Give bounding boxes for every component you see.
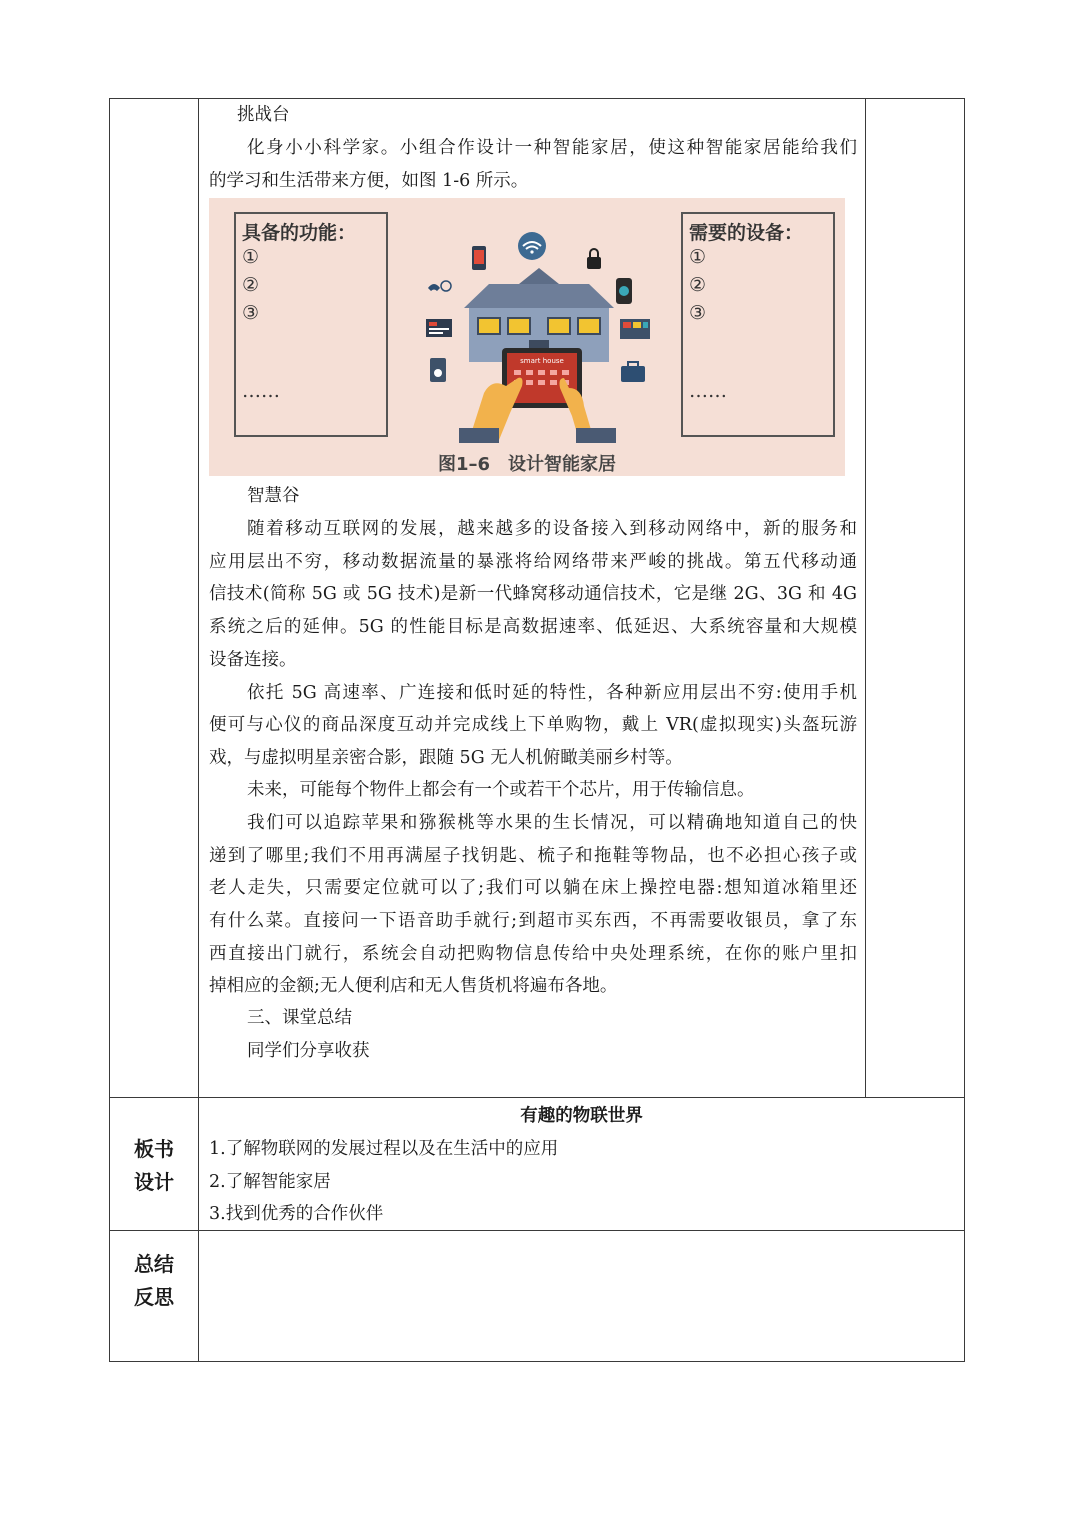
wisdom-line: 应用层出不穷，移动数据流量的暴涨将给网络带来严峻的挑战。第五代移动通: [209, 552, 857, 572]
smart-home-figure: [209, 198, 845, 476]
board-item: 3.找到优秀的合作伙伴: [209, 1204, 384, 1224]
screen-icon: [426, 319, 452, 337]
wisdom-line: 信技术(简称 5G 或 5G 技术)是新一代蜂窝移动通信技术，它是继 2G、3G 和 4G: [209, 584, 857, 604]
call-icon: [428, 281, 451, 291]
reflection-label-line: 总结: [134, 1252, 174, 1276]
board-item: 1.了解物联网的发展过程以及在生活中的应用: [209, 1139, 559, 1159]
devices-box: [681, 212, 835, 437]
notes-column-divider: [865, 98, 866, 1098]
functions-box-title: 具备的功能：: [242, 222, 357, 244]
table-bottom-border: [109, 1361, 965, 1362]
smart-house-illustration: [414, 228, 664, 443]
wisdom-line: 有什么菜。直接问一下语音助手就行;到超市买东西，不再需要收银员，拿了东: [209, 911, 857, 931]
wisdom-line: 递到了哪里;我们不用再满屋子找钥匙、梳子和拖鞋等物品，也不必担心孩子或: [209, 846, 857, 866]
board-title: 有趣的物联世界: [520, 1106, 643, 1126]
smart-house-sign: smart house: [520, 357, 564, 365]
row-divider-reflection: [109, 1230, 965, 1231]
wisdom-line: 西直接出门就行，系统会自动把购物信息传给中央处理系统，在你的账户里扣: [209, 944, 857, 964]
challenge-line: 化身小小科学家。小组合作设计一种智能家居，使这种智能家居能给我们: [247, 138, 857, 158]
functions-item: ①: [242, 246, 260, 268]
wisdom-line: 戏，与虚拟明星亲密合影，跟随 5G 无人机俯瞰美丽乡村等。: [209, 748, 683, 768]
reflection-label-line: 反思: [134, 1285, 174, 1309]
phone-icon: [472, 246, 486, 270]
speaker-icon: [430, 358, 446, 382]
devices-item: ……: [689, 380, 727, 402]
board-item: 2.了解智能家居: [209, 1172, 331, 1192]
wisdom-line: 随着移动互联网的发展，越来越多的设备接入到移动网络中，新的服务和: [247, 519, 857, 539]
devices-item: ②: [689, 274, 707, 296]
row-divider-board: [109, 1097, 965, 1098]
wisdom-line: 我们可以追踪苹果和猕猴桃等水果的生长情况，可以精确地知道自己的快: [247, 813, 857, 833]
challenge-line: 的学习和生活带来方便，如图 1-6 所示。: [209, 171, 529, 191]
table-top-border: [109, 98, 965, 99]
wisdom-line: 系统之后的延伸。5G 的性能目标是高数据速率、低延迟、大系统容量和大规模: [209, 617, 857, 637]
wisdom-heading: 智慧谷: [247, 486, 300, 506]
devices-item: ①: [689, 246, 707, 268]
functions-box: [234, 212, 388, 437]
wisdom-line: 依托 5G 高速率、广连接和低时延的特性，各种新应用层出不穷:使用手机: [247, 683, 857, 703]
challenge-heading: 挑战台: [237, 105, 290, 125]
table-right-border: [964, 98, 965, 1362]
board-label-line: 设计: [134, 1170, 174, 1194]
wisdom-line: 便可与心仪的商品深度互动并完成线上下单购物，戴上 VR(虚拟现实)头盔玩游: [209, 715, 857, 735]
watch-icon: [616, 278, 632, 304]
summary-heading: 三、课堂总结: [247, 1008, 352, 1028]
functions-item: ③: [242, 302, 260, 324]
lock-icon: [587, 249, 601, 269]
board-label-line: 板书: [134, 1137, 174, 1161]
devices-item: ③: [689, 302, 707, 324]
functions-item: ……: [242, 380, 280, 402]
functions-item: ②: [242, 274, 260, 296]
figure-caption: 图1–6 设计智能家居: [437, 454, 617, 475]
label-column-divider: [198, 98, 199, 1362]
wisdom-line: 掉相应的金额;无人便利店和无人售货机将遍布各地。: [209, 976, 618, 996]
wisdom-line: 设备连接。: [209, 650, 297, 670]
monitor-icon: [620, 319, 650, 339]
wisdom-line: 未来，可能每个物件上都会有一个或若干个芯片，用于传输信息。: [247, 780, 755, 800]
house-icon: [464, 268, 614, 362]
summary-text: 同学们分享收获: [247, 1041, 370, 1061]
devices-box-title: 需要的设备：: [689, 222, 804, 244]
wifi-icon: [518, 232, 546, 260]
wisdom-line: 老人走失，只需要定位就可以了;我们可以躺在床上操控电器:想知道冰箱里还: [209, 878, 857, 898]
briefcase-icon: [621, 362, 645, 382]
